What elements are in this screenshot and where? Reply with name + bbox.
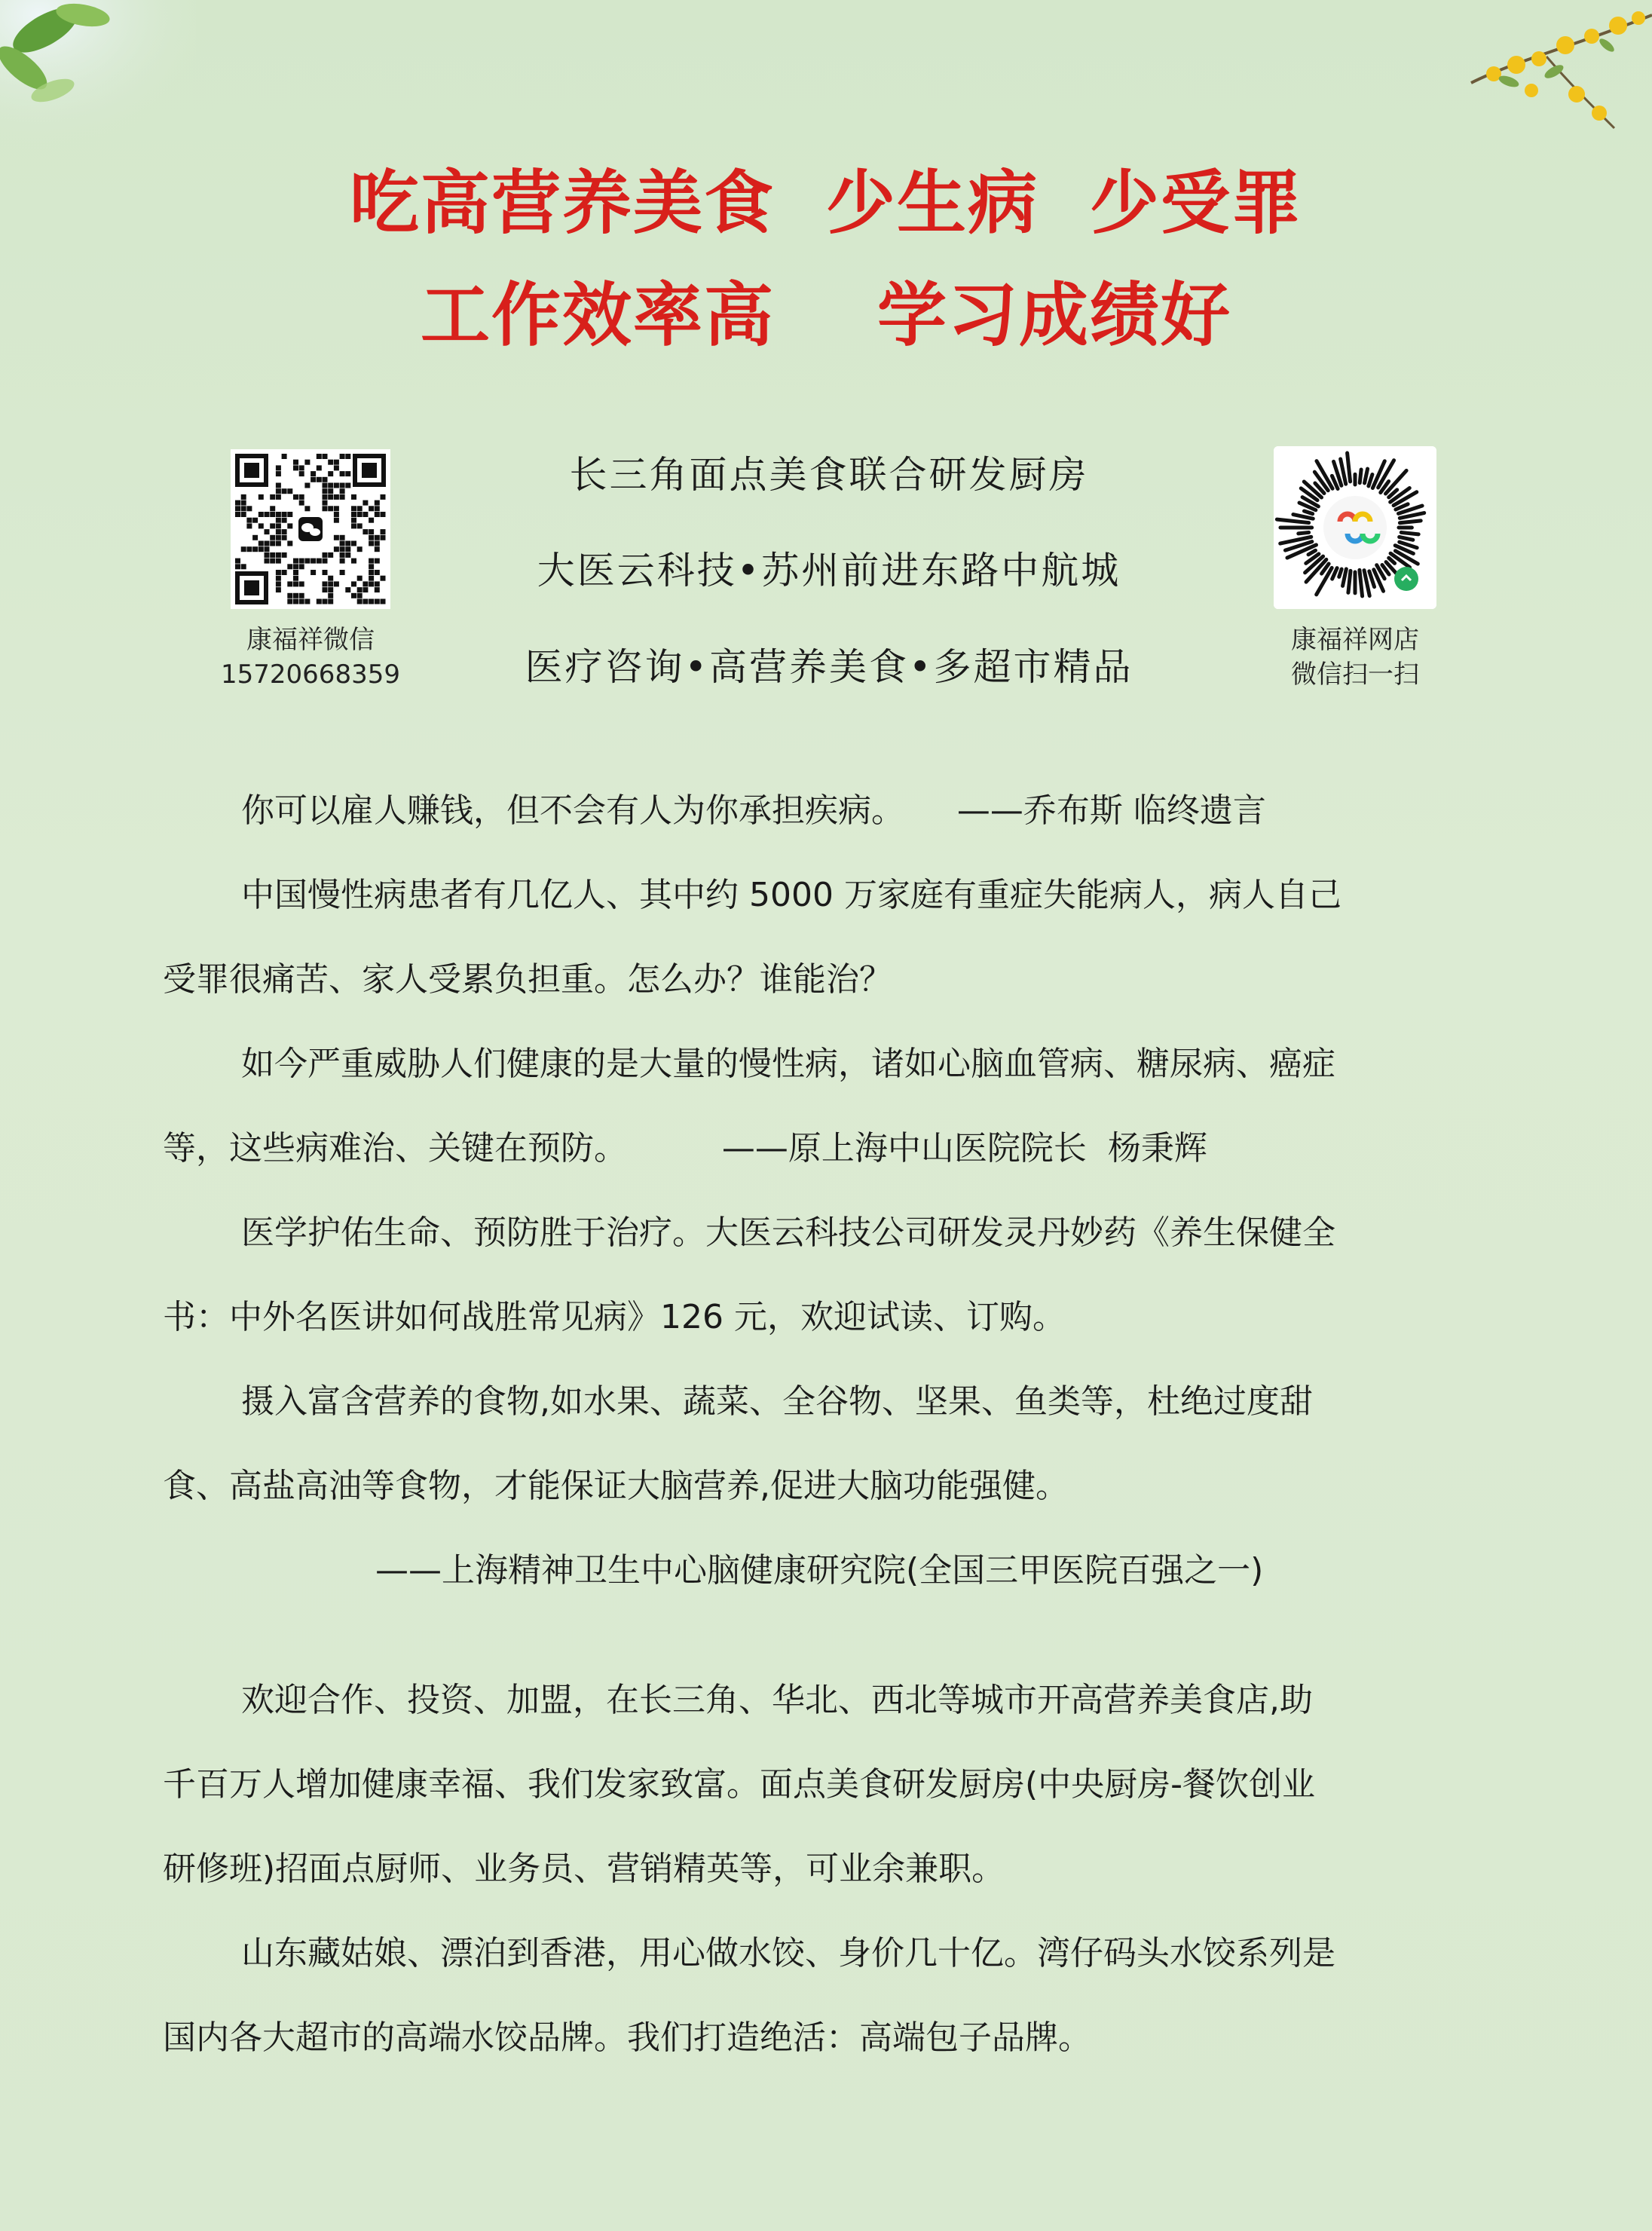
paragraph-5-line-2: 食、高盐高油等食物，才能保证大脑营养,促进大脑功能强健。 [163, 1467, 1069, 1505]
paragraph-7-line-1: 山东藏姑娘、漂泊到香港，用心做水饺、身价几十亿。湾仔码头水饺系列是 [241, 1934, 1335, 1972]
headline-line-2: 工作效率高 学习成绩好 [420, 275, 1232, 356]
wechat-qr-code[interactable] [231, 449, 390, 609]
paragraph-3-line-1: 如今严重威胁人们健康的是大量的慢性病，诸如心脑血管病、糖尿病、癌症 [241, 1045, 1335, 1083]
body-text [163, 769, 1492, 1613]
paragraph-3-line-2: 等，这些病难治、关键在预防。 ——原上海中山医院院长 杨秉辉 [163, 1129, 1207, 1168]
paragraph-6-line-2: 千百万人增加健康幸福、我们发家致富。面点美食研发厨房(中央厨房-餐饮创业 [163, 1765, 1316, 1804]
center-line-2: 大医云科技•苏州前进东路中航城 [537, 549, 1121, 592]
flower-decoration-icon [1441, 0, 1652, 151]
shop-qr-caption [1236, 623, 1474, 692]
qr-code-icon [231, 449, 390, 609]
paragraph-2-line-1: 中国慢性病患者有几亿人、其中约 5000 万家庭有重症失能病人，病人自己 [241, 876, 1341, 914]
paragraph-1: 你可以雇人赚钱，但不会有人为你承担疾病。 ——乔布斯 临终遗言 [241, 791, 1266, 830]
wechat-caption-phone: 15720668359 [221, 660, 400, 690]
wechat-caption-name: 康福祥微信 [246, 625, 375, 655]
body-text-2 [163, 1658, 1492, 2080]
mini-program-code-icon [1274, 446, 1436, 609]
paragraph-2-line-2: 受罪很痛苦、家人受累负担重。怎么办？谁能治？ [163, 960, 892, 999]
paragraph-6-line-1: 欢迎合作、投资、加盟，在长三角、华北、西北等城市开高营养美食店,助 [241, 1681, 1313, 1719]
paragraph-7-line-2: 国内各大超市的高端水饺品牌。我们打造绝活：高端包子品牌。 [163, 2018, 1091, 2057]
paragraph-5-source: ——上海精神卫生中心脑健康研究院(全国三甲医院百强之一) [375, 1551, 1264, 1590]
headline-line-1: 吃高营养美食 少生病 少受罪 [349, 163, 1303, 243]
wechat-qr-caption [196, 623, 425, 692]
shop-caption-scan: 微信扫一扫 [1291, 660, 1419, 690]
shop-mini-program-code[interactable] [1274, 446, 1436, 609]
paragraph-4-line-1: 医学护佑生命、预防胜于治疗。大医云科技公司研发灵丹妙药《养生保健全 [241, 1213, 1335, 1252]
leaf-decoration-icon [0, 0, 196, 151]
center-line-1: 长三角面点美食联合研发厨房 [569, 453, 1089, 497]
paragraph-4-line-2: 书：中外名医讲如何战胜常见病》126 元，欢迎试读、订购。 [163, 1298, 1066, 1336]
paragraph-6-line-3: 研修班)招面点厨师、业务员、营销精英等，可业余兼职。 [163, 1850, 1005, 1888]
center-line-3: 医疗咨询•高营养美食•多超市精品 [525, 645, 1133, 689]
paragraph-5-line-1: 摄入富含营养的食物,如水果、蔬菜、全谷物、坚果、鱼类等，杜绝过度甜 [241, 1382, 1313, 1421]
shop-caption-name: 康福祥网店 [1291, 625, 1419, 655]
